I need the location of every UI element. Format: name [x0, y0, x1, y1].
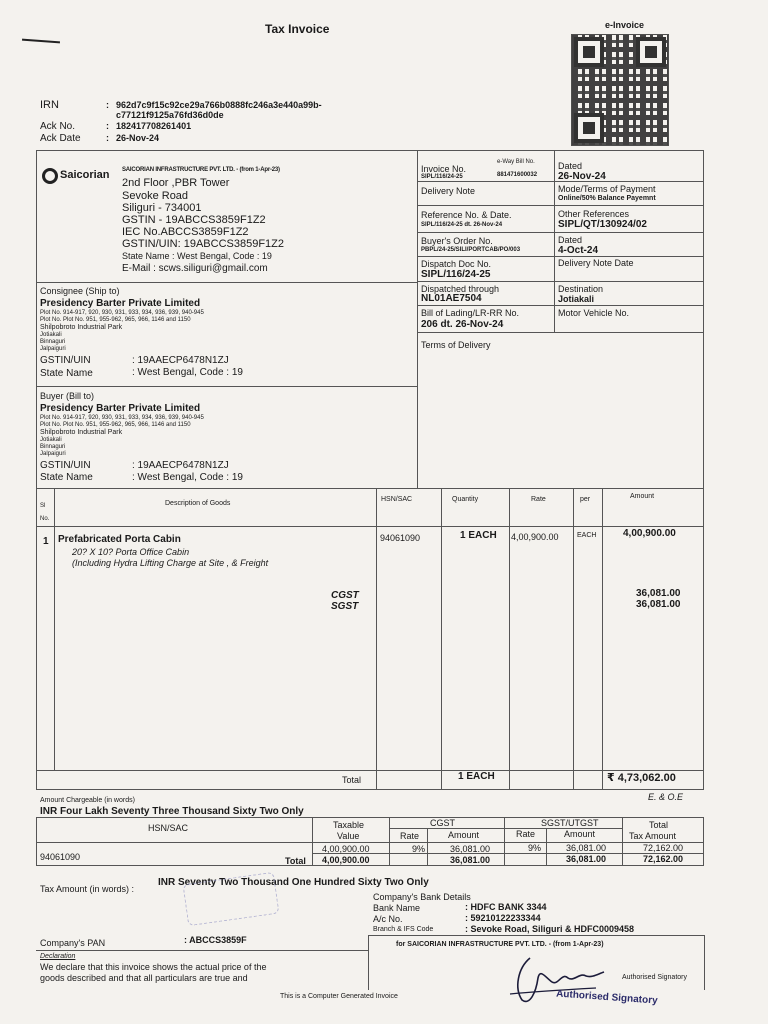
qr-code-icon: [571, 34, 669, 146]
invoice-no-label: Invoice No.: [421, 164, 467, 174]
tax-hsn-label: HSN/SAC: [148, 823, 189, 833]
col-quantity: Quantity: [452, 496, 479, 503]
buyer-name: Presidency Barter Private Limited: [40, 403, 201, 414]
buyer-address-1: Shilpobroto Industrial Park: [40, 429, 123, 436]
consignee-name: Presidency Barter Private Limited: [40, 298, 201, 309]
dispatched-through-label: Dispatched through: [421, 284, 500, 294]
row-hsn: 94061090: [380, 533, 421, 543]
buyer-order-value: PBPL/24-25/SILI/PORTCAB/PO/003: [421, 247, 521, 253]
dated-label: Dated: [558, 161, 583, 171]
eway-bill-label: e-Way Bill No.: [497, 159, 535, 165]
tax-row-sgst-rate: 9%: [528, 843, 542, 853]
tax-row-hsn: 94061090: [40, 852, 81, 862]
total-tax-header-1: Total: [649, 820, 669, 830]
dispatch-doc-value: SIPL/116/24-25: [421, 269, 491, 280]
sgst-rate-header: Rate: [516, 829, 536, 839]
buyer-gstin-label: GSTIN/UIN: [40, 460, 91, 471]
declaration-label: Declaration: [40, 953, 76, 960]
seller-address-3: Siliguri - 734001: [122, 202, 202, 214]
branch-ifsc-value: : Sevoke Road, Siliguri & HDFC0009458: [465, 924, 635, 934]
motor-vehicle-label: Motor Vehicle No.: [558, 308, 630, 318]
consignee-state-label: State Name: [40, 368, 93, 379]
dated-value: 26-Nov-24: [558, 171, 606, 182]
authorised-signatory-stamp: Authorised Signatory: [555, 988, 658, 1007]
buyer-plot-1: Plot No. 914-917, 920, 930, 931, 933, 934, 936, 939, 940-945: [40, 415, 204, 421]
destination-value: Jotiakali: [558, 294, 595, 304]
col-sl: Sl: [40, 503, 46, 509]
eoe-label: E. & O.E: [648, 792, 684, 802]
col-per: per: [580, 496, 591, 503]
eway-bill-value: 881471600032: [497, 172, 538, 178]
buyer-order-label: Buyer's Order No.: [421, 236, 493, 246]
seller-gstin-uin: GSTIN/UIN: 19ABCCS3859F1Z2: [122, 238, 285, 250]
amount-in-words: INR Four Lakh Seventy Three Thousand Sixty Two Only: [40, 806, 304, 817]
ack-no-value: 182417708261401: [116, 121, 192, 131]
qr-corner-icon: [574, 113, 604, 143]
invoice-no-value: SIPL/116/24-25: [421, 174, 463, 180]
col-no: No.: [40, 516, 50, 522]
seller-state: State Name : West Bengal, Code : 19: [122, 251, 272, 261]
consignee-address-2: Jotiakali: [40, 332, 62, 338]
branch-ifsc-label: Branch & IFS Code: [373, 926, 434, 933]
bill-lading-label: Bill of Lading/LR-RR No.: [421, 308, 520, 318]
row-amount: 4,00,900.00: [623, 528, 676, 539]
cgst-amount: 36,081.00: [636, 588, 681, 599]
total-label: Total: [342, 775, 362, 785]
declaration-line-1: We declare that this invoice shows the actual price of the: [40, 962, 267, 972]
seller-address-2: Sevoke Road: [122, 190, 189, 202]
reference-value: SIPL/116/24-25 dt. 26-Nov-24: [421, 222, 503, 228]
dated2-label: Dated: [558, 235, 583, 245]
mode-of-payment-label: Mode/Terms of Payment: [558, 184, 656, 194]
terms-of-delivery-label: Terms of Delivery: [421, 340, 491, 350]
col-amount: Amount: [630, 493, 655, 500]
cgst-amount-header: Amount: [448, 830, 480, 840]
cgst-label: CGST: [331, 590, 359, 601]
seller-name: SAICORIAN INFRASTRUCTURE PVT. LTD. - (from 1-Apr-23): [122, 167, 280, 173]
sgst-header: SGST/UTGST: [541, 818, 599, 828]
row-per: EACH: [577, 532, 597, 539]
irn-value-line2: c77121f9125a76fd36d0de: [116, 110, 224, 120]
account-no-label: A/c No.: [373, 914, 403, 924]
tax-row-cgst-amount: 36,081.00: [450, 844, 491, 854]
ack-date-label: Ack Date: [40, 133, 81, 144]
taxable-label-1: Taxable: [333, 820, 365, 830]
tax-total-cgst: 36,081.00: [450, 855, 491, 865]
row-sl: 1: [43, 536, 49, 547]
dated2-value: 4-Oct-24: [558, 245, 599, 256]
seller-iec: IEC No.ABCCS3859F1Z2: [122, 226, 249, 238]
consignee-address-4: Jalpaiguri: [40, 346, 66, 352]
irn-value-line1: 962d7c9f15c92ce29a766b0888fc246a3e440a99b-: [116, 100, 322, 110]
tax-row-sgst-amount: 36,081.00: [566, 843, 607, 853]
consignee-plot-2: Plot No. Plot No. 951, 955-962, 965, 966, 1146 and 1150: [40, 317, 191, 323]
seller-gstin: GSTIN - 19ABCCS3859F1Z2: [122, 214, 266, 226]
seller-address-1: 2nd Floor ,PBR Tower: [122, 177, 230, 189]
total-quantity: 1 EACH: [458, 771, 495, 782]
buyer-address-4: Jalpaiguri: [40, 451, 66, 457]
consignee-address-1: Shilpobroto Industrial Park: [40, 324, 123, 331]
consignee-state-value: : West Bengal, Code : 19: [132, 367, 243, 378]
row-quantity: 1 EACH: [460, 530, 497, 541]
consignee-gstin-label: GSTIN/UIN: [40, 355, 91, 366]
buyer-address-2: Jotiakali: [40, 437, 62, 443]
saicorian-logo-icon: [42, 168, 58, 184]
tax-total-sgst: 36,081.00: [566, 854, 607, 864]
company-pan-value: : ABCCS3859F: [184, 935, 247, 945]
sgst-amount-header: Amount: [564, 829, 596, 839]
row-item-desc-2: (Including Hydra Lifting Charge at Site , & Freight: [72, 558, 269, 568]
bank-name-label: Bank Name: [373, 903, 421, 913]
declaration-line-2: goods described and that all particulars are true and: [40, 973, 248, 983]
einvoice-label: e-Invoice: [605, 20, 645, 30]
total-tax-header-2: Tax Amount: [629, 831, 677, 841]
destination-label: Destination: [558, 284, 604, 294]
buyer-address-3: Binnaguri: [40, 444, 66, 450]
sgst-amount: 36,081.00: [636, 599, 681, 610]
bank-name-value: : HDFC BANK 3344: [465, 902, 547, 912]
grand-total-amount: ₹ 4,73,062.00: [607, 772, 676, 784]
tax-total-taxable: 4,00,900.00: [322, 855, 370, 865]
consignee-plot-1: Plot No. 914-917, 920, 930, 931, 933, 934, 936, 939, 940-945: [40, 310, 204, 316]
company-pan-label: Company's PAN: [40, 938, 106, 948]
buyer-gstin-value: : 19AAECP6478N1ZJ: [132, 460, 229, 471]
tax-total-total: 72,162.00: [643, 854, 684, 864]
tax-row-taxable: 4,00,900.00: [322, 844, 370, 854]
amount-chargeable-label: Amount Chargeable (in words): [40, 797, 135, 804]
tax-row-total: 72,162.00: [643, 843, 684, 853]
delivery-note-label: Delivery Note: [421, 186, 476, 196]
ack-date-value: 26-Nov-24: [116, 133, 160, 143]
authorised-signatory-printed: Authorised Signatory: [622, 974, 687, 981]
sgst-label: SGST: [331, 601, 359, 612]
pen-mark: [22, 39, 60, 44]
bill-lading-value: 206 dt. 26-Nov-24: [421, 319, 504, 330]
qr-corner-icon: [636, 37, 666, 67]
buyer-state-label: State Name: [40, 472, 93, 483]
col-hsn: HSN/SAC: [381, 496, 413, 503]
row-item-name: Prefabricated Porta Cabin: [58, 534, 181, 545]
other-references-value: SIPL/QT/130924/02: [558, 219, 647, 230]
consignee-heading: Consignee (Ship to): [40, 286, 120, 296]
seller-email: E-Mail : scws.siliguri@gmail.com: [122, 263, 268, 274]
row-rate: 4,00,900.00: [511, 532, 559, 542]
computer-generated-note: This is a Computer Generated Invoice: [280, 993, 398, 1000]
buyer-heading: Buyer (Bill to): [40, 391, 95, 401]
tax-words-label: Tax Amount (in words) :: [40, 884, 135, 894]
qr-corner-icon: [574, 37, 604, 67]
buyer-plot-2: Plot No. Plot No. 951, 955-962, 965, 966, 1146 and 1150: [40, 422, 191, 428]
reference-label: Reference No. & Date.: [421, 210, 512, 220]
col-description: Description of Goods: [165, 500, 231, 507]
dispatched-through-value: NL01AE7504: [421, 293, 482, 304]
col-rate: Rate: [531, 496, 546, 503]
taxable-label-2: Value: [337, 831, 360, 841]
tax-in-words: INR Seventy Two Thousand One Hundred Sixty Two Only: [158, 877, 429, 888]
tax-row-cgst-rate: 9%: [412, 844, 426, 854]
document-title: Tax Invoice: [265, 22, 330, 36]
mode-of-payment-value: Online/50% Balance Payemnt: [558, 195, 656, 202]
delivery-note-date-label: Delivery Note Date: [558, 258, 634, 268]
dispatch-doc-label: Dispatch Doc No.: [421, 259, 492, 269]
consignee-address-3: Binnaguri: [40, 339, 66, 345]
ack-no-label: Ack No.: [40, 121, 76, 132]
cgst-rate-header: Rate: [400, 831, 420, 841]
for-company-text: for SAICORIAN INFRASTRUCTURE PVT. LTD. - (from 1-Apr-23): [396, 941, 604, 948]
account-no-value: : 59210122233344: [465, 913, 541, 923]
row-item-desc-1: 20? X 10? Porta Office Cabin: [72, 547, 190, 557]
bank-details-heading: Company's Bank Details: [373, 892, 471, 902]
cgst-header: CGST: [430, 818, 456, 828]
consignee-gstin-value: : 19AAECP6478N1ZJ: [132, 355, 229, 366]
buyer-state-value: : West Bengal, Code : 19: [132, 472, 243, 483]
irn-label: IRN: [40, 99, 59, 111]
tax-total-label: Total: [285, 856, 306, 866]
other-references-label: Other References: [558, 209, 630, 219]
seller-logo-text: Saicorian: [60, 169, 110, 181]
